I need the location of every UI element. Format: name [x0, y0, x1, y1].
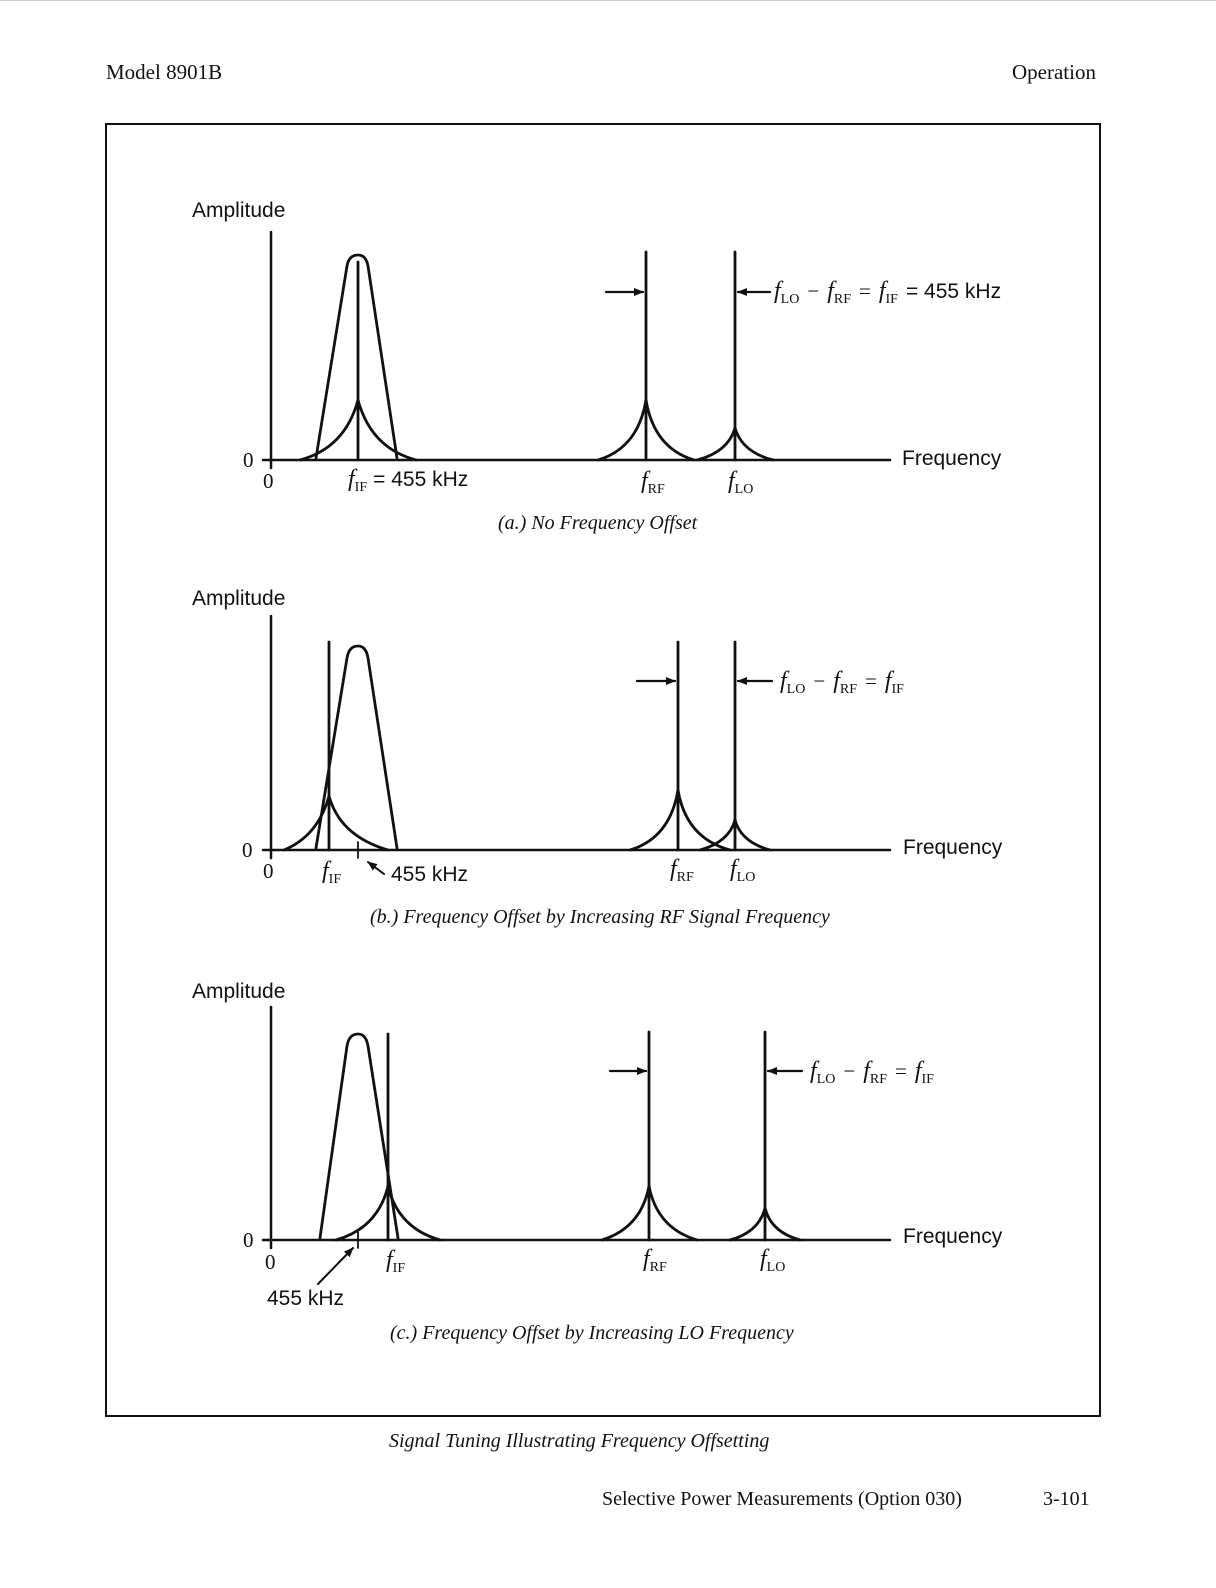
- panel-a-y-label: Amplitude: [192, 199, 286, 222]
- panel-c-455-label: 455 kHz: [267, 1287, 345, 1310]
- panel-b-f-lo-label: $f_{LO}$: [730, 856, 756, 885]
- panel-b-rf-peak: [630, 790, 730, 850]
- panel-b-zero-x: 0: [263, 859, 274, 883]
- panel-a-equation: $f_{LO} - f_{RF} = f_{IF} = 455$ kHz: [774, 278, 1002, 307]
- panel-a-zero-y: 0: [243, 448, 254, 472]
- footer-section: Selective Power Measurements (Option 030): [602, 1488, 962, 1510]
- panel-b: [192, 587, 1003, 887]
- panel-c-equation: $f_{LO} - f_{RF} = f_{IF}$: [810, 1058, 934, 1087]
- footer-page-number: 3-101: [1043, 1488, 1090, 1510]
- panel-c-x-label: Frequency: [903, 1225, 1003, 1248]
- panel-c: [192, 980, 1003, 1310]
- panel-b-if-peak: [284, 796, 388, 850]
- panel-b-equation: $f_{LO} - f_{RF} = f_{IF}$: [780, 668, 904, 697]
- panel-c-zero-x: 0: [265, 1250, 276, 1274]
- caption-b: (b.) Frequency Offset by Increasing RF Signal Frequency: [370, 906, 830, 928]
- panel-a-f-lo-label: $f_{LO}$: [728, 468, 754, 497]
- figure-title: Signal Tuning Illustrating Frequency Offsetting: [389, 1430, 770, 1452]
- panel-b-455-arrow: [368, 862, 384, 874]
- panel-c-455-arrow: [318, 1248, 353, 1284]
- panel-a-x-label: Frequency: [902, 447, 1002, 470]
- panel-b-y-label: Amplitude: [192, 587, 286, 610]
- panel-a-if-filter-curve: [316, 255, 397, 458]
- panel-b-455-label: 455 kHz: [391, 863, 469, 886]
- header-model: Model 8901B: [106, 60, 223, 84]
- panel-c-f-rf-label: $f_{RF}$: [643, 1246, 667, 1275]
- caption-a: (a.) No Frequency Offset: [498, 512, 698, 534]
- panel-b-f-if-label: $f_{IF}$: [322, 858, 342, 887]
- panel-c-f-lo-label: $f_{LO}$: [760, 1246, 786, 1275]
- panel-a-zero-x: 0: [263, 469, 274, 493]
- header-section: Operation: [1012, 60, 1096, 84]
- panel-c-if-filter-curve: [320, 1034, 398, 1238]
- panel-c-zero-y: 0: [243, 1228, 254, 1252]
- panel-a-f-rf-label: $f_{RF}$: [641, 468, 665, 497]
- panel-b-f-rf-label: $f_{RF}$: [670, 856, 694, 885]
- panel-b-zero-y: 0: [242, 838, 253, 862]
- caption-c: (c.) Frequency Offset by Increasing LO Frequency: [390, 1322, 794, 1344]
- panel-a-f-if-label: $f_{IF} = 455$ kHz: [348, 466, 469, 495]
- panel-a: [192, 199, 1002, 497]
- panel-b-x-label: Frequency: [903, 836, 1003, 859]
- panel-c-y-label: Amplitude: [192, 980, 286, 1003]
- panel-c-f-if-label: $f_{IF}$: [386, 1247, 406, 1276]
